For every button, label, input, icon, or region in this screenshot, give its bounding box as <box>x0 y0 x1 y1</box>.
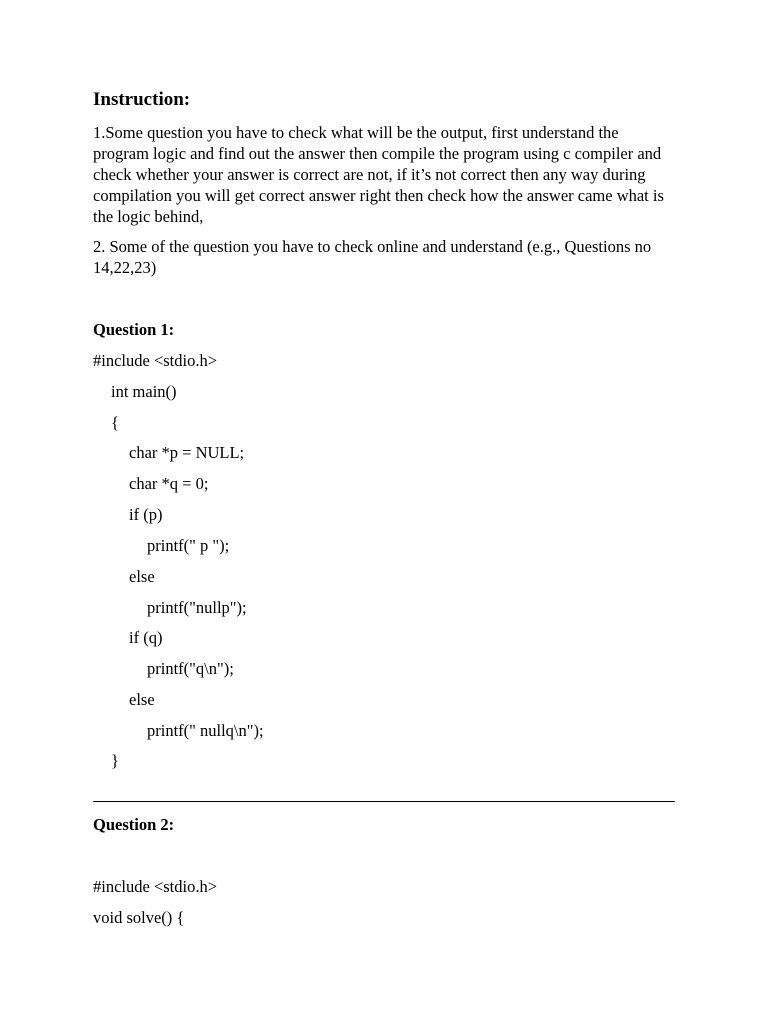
code-line: #include <stdio.h> <box>93 877 218 896</box>
code-line: void solve() { <box>93 908 185 927</box>
code-line: printf(" nullq\n"); <box>147 721 264 740</box>
question-1-heading: Question 1: <box>93 320 175 339</box>
code-line: } <box>111 751 119 770</box>
code-line: printf("q\n"); <box>147 659 234 678</box>
instruction-paragraph-2: 2. Some of the question you have to check online and understand (e.g., Questions no 14,22,23) <box>93 237 652 277</box>
question-2-heading: Question 2: <box>93 815 175 834</box>
instruction-paragraph-1: 1.Some question you have to check what will be the output, first understand the program logic and find out the answer then compile the program using c compiler and check whether your answer is correct are not, if it’s not correct then any way during compilation you will get correct answer right then check how the answer came what is the logic behind, <box>93 123 664 226</box>
code-line: int main() <box>111 382 177 401</box>
code-line: printf("nullp"); <box>147 598 247 617</box>
code-line: if (p) <box>129 505 163 524</box>
code-line: else <box>129 690 155 709</box>
instruction-heading: Instruction: <box>93 89 191 110</box>
code-line: char *q = 0; <box>129 474 209 493</box>
code-line: if (q) <box>129 628 163 647</box>
section-divider <box>93 801 675 802</box>
code-line: printf(" p "); <box>147 536 230 555</box>
code-line: #include <stdio.h> <box>93 351 218 370</box>
code-line: else <box>129 567 155 586</box>
code-line: { <box>111 413 119 432</box>
code-line: char *p = NULL; <box>129 443 245 462</box>
